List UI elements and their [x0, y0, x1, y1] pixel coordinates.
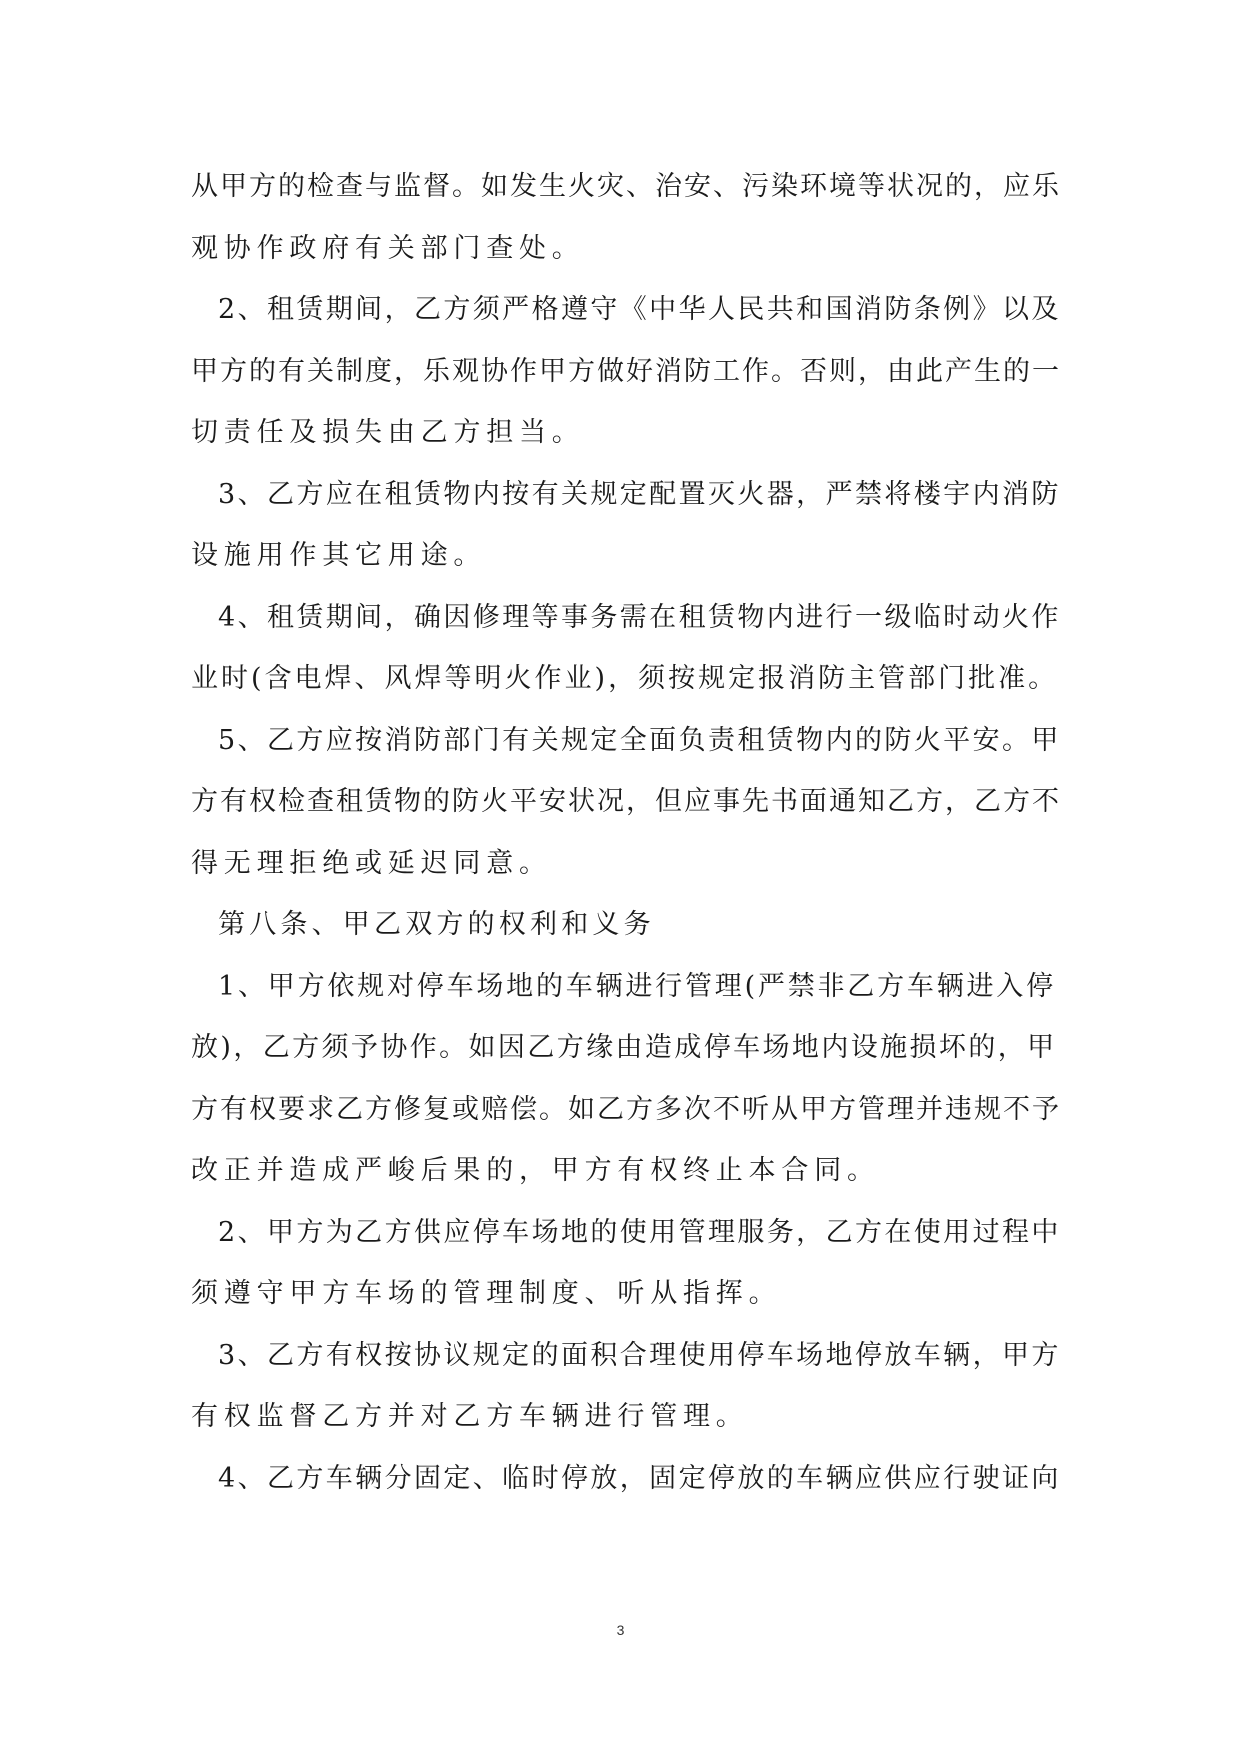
paragraph-line: 观协作政府有关部门查处。 [191, 232, 585, 264]
paragraph-line: 从甲方的检查与监督。如发生火灾、治安、污染环境等状况的，应乐 [191, 171, 1061, 202]
paragraph-line: 2、租赁期间，乙方须严格遵守《中华人民共和国消防条例》以及 [218, 294, 1061, 325]
page-number: 3 [616, 1622, 625, 1638]
paragraph-line: 甲方的有关制度，乐观协作甲方做好消防工作。否则，由此产生的一 [191, 355, 1061, 387]
paragraph-line: 3、乙方应在租赁物内按有关规定配置灭火器，严禁将楼宇内消防 [218, 478, 1061, 510]
paragraph-line: 4、乙方车辆分固定、临时停放，固定停放的车辆应供应行驶证向 [218, 1462, 1061, 1494]
article-heading: 第八条、甲乙双方的权利和义务 [218, 909, 655, 940]
paragraph-line: 有权监督乙方并对乙方车辆进行管理。 [191, 1401, 749, 1432]
paragraph-line: 3、乙方有权按协议规定的面积合理使用停车场地停放车辆，甲方 [218, 1339, 1061, 1371]
document-body [191, 156, 1061, 1509]
paragraph-line: 方有权检查租赁物的防火平安状况，但应事先书面通知乙方，乙方不 [191, 786, 1061, 817]
paragraph-line: 设施用作其它用途。 [191, 540, 487, 571]
paragraph-line: 须遵守甲方车场的管理制度、听从指挥。 [191, 1278, 782, 1309]
paragraph-line: 2、甲方为乙方供应停车场地的使用管理服务，乙方在使用过程中 [218, 1216, 1061, 1248]
paragraph-line: 业时(含电焊、风焊等明火作业)，须按规定报消防主管部门批准。 [191, 663, 1059, 694]
paragraph-line: 方有权要求乙方修复或赔偿。如乙方多次不听从甲方管理并违规不予 [191, 1093, 1061, 1125]
paragraph-line: 改正并造成严峻后果的，甲方有权终止本合同。 [191, 1155, 880, 1186]
paragraph-line: 得无理拒绝或延迟同意。 [191, 847, 552, 879]
paragraph-line: 切责任及损失由乙方担当。 [191, 417, 585, 448]
paragraph-line: 1、甲方依规对停车场地的车辆进行管理(严禁非乙方车辆进入停 [218, 970, 1056, 1002]
paragraph-line: 5、乙方应按消防部门有关规定全面负责租赁物内的防火平安。甲 [218, 724, 1061, 756]
paragraph-line: 4、租赁期间，确因修理等事务需在租赁物内进行一级临时动火作 [218, 601, 1061, 633]
paragraph-line: 放)，乙方须予协作。如因乙方缘由造成停车场地内设施损坏的，甲 [191, 1032, 1057, 1063]
